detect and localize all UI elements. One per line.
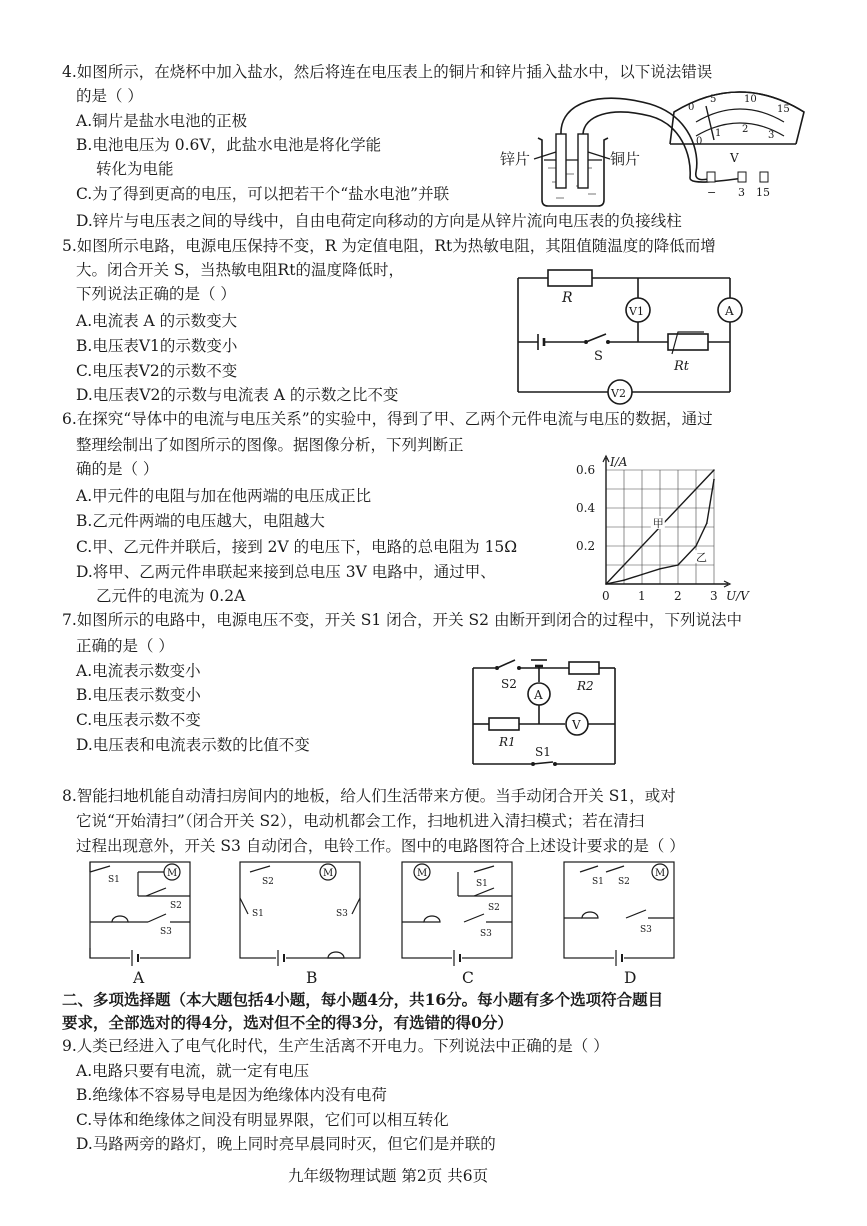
q9-stem: 9.人类已经进入了电气化时代，生产生活离不开电力。下列说法中正确的是（ ） [62,1037,609,1055]
q8-circuit-d [560,858,690,968]
v1-label: V1 [629,305,644,318]
q5-option-a: A.电流表 A 的示数变大 [76,312,238,330]
q7-circuit-figure [465,660,625,772]
svg-text:R: R [562,290,573,306]
svg-text:S1: S1 [592,877,604,887]
q8-circuit-c [398,858,528,968]
svg-text:S1: S1 [535,745,551,759]
voltmeter-v-label: V [730,151,739,165]
svg-text:10: 10 [744,94,757,105]
q7-option-d: D.电压表和电流表示数的比值不变 [76,736,310,754]
q6-option-d: D.将甲、乙两元件串联起来接到总电压 3V 电路中，通过甲、 [76,563,496,581]
svg-text:0: 0 [696,136,703,147]
svg-text:S3: S3 [336,909,348,919]
y-tick-label: 0.4 [576,501,596,515]
svg-text:S2: S2 [170,901,182,911]
q8-circuit-b [236,858,366,968]
q4-option-b: B.电池电压为 0.6V，此盐水电池是将化学能 [76,136,382,154]
svg-text:S2: S2 [618,877,630,887]
zinc-label: 锌片 [500,150,531,168]
q6-option-c: C.甲、乙元件并联后，接到 2V 的电压下，电路的总电阻为 15Ω [76,538,518,556]
q6-stem-line2: 整理绘制出了如图所示的图像。据图像分析，下列判断正 [76,436,464,454]
x-tick-label: 1 [638,589,646,603]
series-point [659,568,661,570]
q9-option-b: B.绝缘体不容易导电是因为绝缘体内没有电荷 [76,1086,387,1104]
copper-label: 铜片 [610,150,641,168]
q7-option-b: B.电压表示数变小 [76,686,201,704]
section-2-heading: 二、多项选择题（本大题包括4小题，每小题4分，共16分。每小题有多个选项符合题目 [62,990,664,1009]
series-point [706,522,708,524]
svg-text:R2: R2 [577,679,594,693]
svg-text:Rt: Rt [674,359,690,374]
q4-stem-line1: 4.如图所示，在烧杯中加入盐水，然后将连在电压表上的铜片和锌片插入盐水中，以下说法错误 [62,63,713,81]
svg-text:−: − [707,186,717,199]
svg-text:S1: S1 [476,879,488,889]
q6-iu-chart [576,450,756,610]
ammeter-a-label: A [725,304,734,318]
q8-stem-line1: 8.智能扫地机能自动清扫房间内的地板，给人们生活带来方便。当手动闭合开关 S1，或对 [62,787,676,805]
series-point [605,583,607,585]
q7-voltmeter-v-label: V [572,718,581,732]
svg-text:R1: R1 [499,735,516,749]
q8-stem-line2: 它说“开始清扫”（闭合开关 S2），电动机都会工作，扫地机进入清扫模式；若在清扫 [76,812,645,830]
series-point [641,574,643,576]
q6-option-a: A.甲元件的电阻与加在他两端的电压成正比 [76,487,372,505]
series-point [677,564,679,566]
x-tick-label: 3 [710,589,718,603]
section-2-heading-cont: 要求，全部选对的得4分，选对但不全的得3分，有选错的得0分） [62,1013,513,1032]
svg-text:0: 0 [688,102,695,113]
q5-stem-line3: 下列说法正确的是（ ） [76,285,236,303]
svg-text:S1: S1 [108,875,120,885]
q5-option-b: B.电压表V1的示数变小 [76,337,238,355]
svg-text:M: M [323,868,334,879]
page-footer: 九年级物理试题 第2页 共6页 [288,1167,489,1185]
svg-text:3: 3 [768,130,775,141]
q8-label-b: B [306,969,318,987]
q8-label-c: C [462,969,474,987]
x-tick-label: 2 [674,589,682,603]
svg-text:S2: S2 [262,877,274,887]
q4-stem-line2: 的是（ ） [76,87,143,105]
q6-stem-line3: 确的是（ ） [76,460,159,478]
q4-option-a: A.铜片是盐水电池的正极 [76,112,248,130]
q7-ammeter-a-label: A [534,688,543,702]
svg-text:S1: S1 [252,909,264,919]
q5-circuit-figure [508,268,758,398]
y-tick-label: 0.6 [576,463,596,477]
svg-text:S3: S3 [480,929,492,939]
v2-label: V2 [611,387,626,400]
y-axis-label: I/A [610,455,628,469]
q7-option-c: C.电压表示数不变 [76,711,201,729]
q5-option-d: D.电压表V2的示数与电流表 A 的示数之比不变 [76,386,399,404]
svg-text:S3: S3 [640,925,652,935]
series-label-1: 甲 [652,517,664,530]
series-label-2: 乙 [696,551,707,565]
y-tick-label: 0.2 [576,539,596,553]
svg-text:M: M [167,868,178,879]
q5-stem-line1: 5.如图所示电路，电源电压保持不变，R 为定值电阻，Rt为热敏电阻，其阻值随温度的降低而增 [62,237,716,255]
q9-option-d: D.马路两旁的路灯，晚上同时亮早晨同时灭，但它们是并联的 [76,1135,496,1153]
series-point [695,545,697,547]
svg-text:S: S [594,349,603,364]
x-axis-label: U/V [726,589,749,603]
svg-text:M: M [655,868,666,879]
q4-option-d: D.锌片与电压表之间的导线中，自由电荷定向移动的方向是从锌片流向电压表的负接线柱 [76,212,682,230]
series-point [713,479,715,481]
q6-option-b: B.乙元件两端的电压越大，电阻越大 [76,512,325,530]
q4-option-b-cont: 转化为电能 [96,160,174,178]
q5-option-c: C.电压表V2的示数不变 [76,362,238,380]
q9-option-a: A.电路只要有电流，就一定有电压 [76,1062,310,1080]
q7-stem-line2: 正确的是（ ） [76,637,174,655]
svg-text:2: 2 [742,124,749,135]
q8-circuit-a [86,858,196,968]
svg-text:S3: S3 [160,927,172,937]
q7-stem-line1: 7.如图所示的电路中，电源电压不变，开关 S1 闭合，开关 S2 由断开到闭合的过程中，下列说法中 [62,611,742,629]
svg-text:3: 3 [738,186,745,199]
series-point [713,469,715,471]
x-tick-label: 0 [602,589,610,603]
svg-text:M: M [417,868,428,879]
svg-text:S2: S2 [488,903,500,913]
q8-label-a: A [133,969,145,987]
svg-text:S2: S2 [501,677,517,691]
svg-text:5: 5 [710,94,717,105]
q5-stem-line2: 大。闭合开关 S，当热敏电阻Rt的温度降低时， [76,261,404,279]
q6-stem-line1: 6.在探究“导体中的电流与电压关系”的实验中，得到了甲、乙两个元件电流与电压的数据，通过 [62,410,713,428]
svg-text:15: 15 [756,186,770,199]
q8-stem-line3: 过程出现意外，开关 S3 自动闭合，电铃工作。图中的电路图符合上述设计要求的是（ ） [76,837,685,855]
svg-text:1: 1 [715,128,722,139]
svg-text:15: 15 [777,104,790,115]
series-point [623,579,625,581]
q8-label-d: D [624,969,637,987]
q6-option-d-cont: 乙元件的电流为 0.2A [96,587,246,605]
q9-option-c: C.导体和绝缘体之间没有明显界限，它们可以相互转化 [76,1111,449,1129]
q7-option-a: A.电流表示数变小 [76,662,201,680]
q4-option-c: C.为了得到更高的电压，可以把若干个“盐水电池”并联 [76,185,450,203]
q4-figure-salt-battery [500,82,810,212]
